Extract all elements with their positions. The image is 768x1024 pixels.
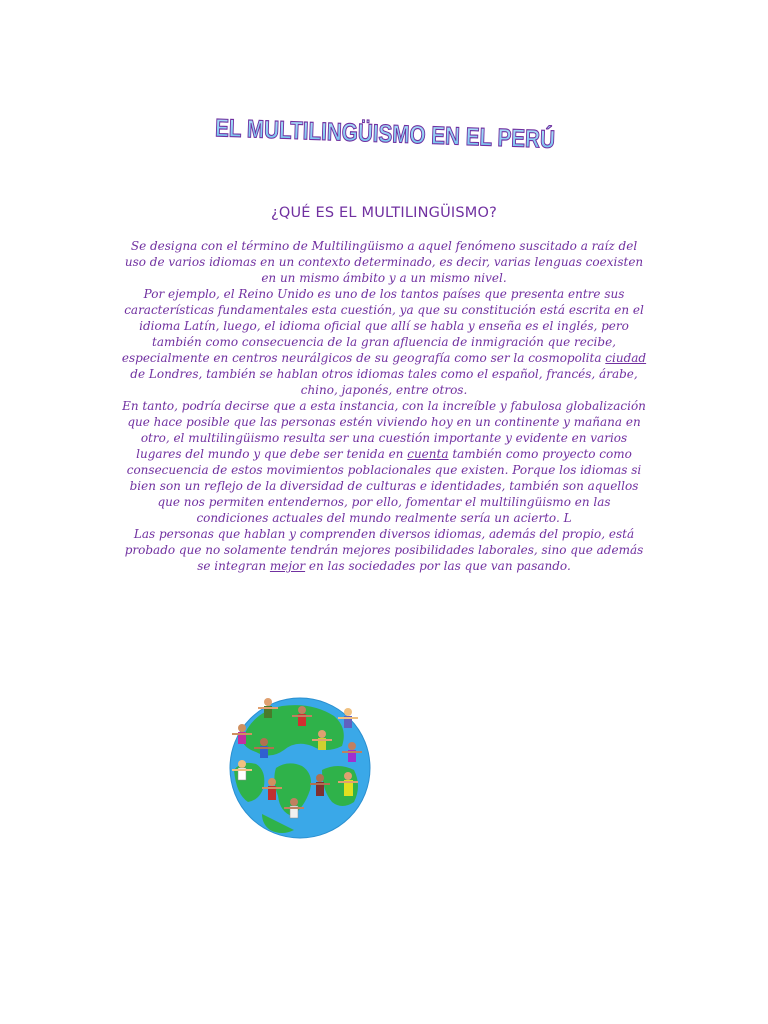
paragraph-1-text: Se designa con el término de Multilingüismo a aquel fenómeno suscitado a raíz del uso de varios idiomas en un contexto determinado, es decir, varias lenguas coexisten en un mismo ámbito y a un mismo nivel. <box>124 239 644 285</box>
paragraph-4 <box>120 526 648 574</box>
paragraph-2-text-end: de Londres, también se hablan otros idiomas tales como el español, francés, árabe, chino, japonés, entre otros. <box>130 367 638 397</box>
paragraph-4-text-end: en las sociedades por las que van pasando. <box>305 559 571 573</box>
paragraph-2 <box>120 286 648 398</box>
section-heading: ¿QUÉ ES EL MULTILINGÜISMO? <box>270 205 497 221</box>
paragraph-3-text-end: también como proyecto como consecuencia de estos movimientos poblacionales que existen. Porque los idiomas si bien son un reflejo de la diversidad de culturas e identidades, también son aquellos que nos permiten entendernos, por ello, fomentar el multilingüismo en las condiciones actuales del mundo realmente sería un acierto. L <box>126 447 642 525</box>
globe-with-people-icon <box>222 690 378 846</box>
link-mejor[interactable]: mejor <box>269 559 306 573</box>
paragraph-3 <box>120 398 648 526</box>
body-text <box>120 238 648 574</box>
paragraph-4-text-start: Las personas que hablan y comprenden diversos idiomas, además del propio, está probado que no solamente tendrán mejores posibilidades laborales, sino que además se integran <box>124 527 644 573</box>
paragraph-3-text-start: En tanto, podría decirse que a esta instancia, con la increíble y fabulosa globalización que hace posible que las personas estén viviendo hoy en un continente y mañana en otro, el multilingüismo resulta ser una cuestión importante y evidente en varios lugares del mundo y que debe ser tenida en <box>122 399 646 461</box>
paragraph-1 <box>120 238 648 286</box>
globe-with-people-image <box>222 690 378 846</box>
document-title: EL MULTILINGÜISMO EN EL PERÚ <box>214 114 627 157</box>
link-ciudad[interactable]: ciudad <box>605 351 647 365</box>
link-cuenta[interactable]: cuenta <box>407 447 449 461</box>
paragraph-2-text-start: Por ejemplo, el Reino Unido es uno de los tantos países que presenta entre sus características fundamentales esta cuestión, ya que su constitución está escrita en el idioma Latín, luego, el idioma oficial que allí se habla y enseña es el inglés, pero también como consecuencia de la gran afluencia de inmigración que recibe, especialmente en centros neurálgicos de su geografía como ser la cosmopolita <box>121 287 644 365</box>
title-wordart <box>200 110 627 160</box>
